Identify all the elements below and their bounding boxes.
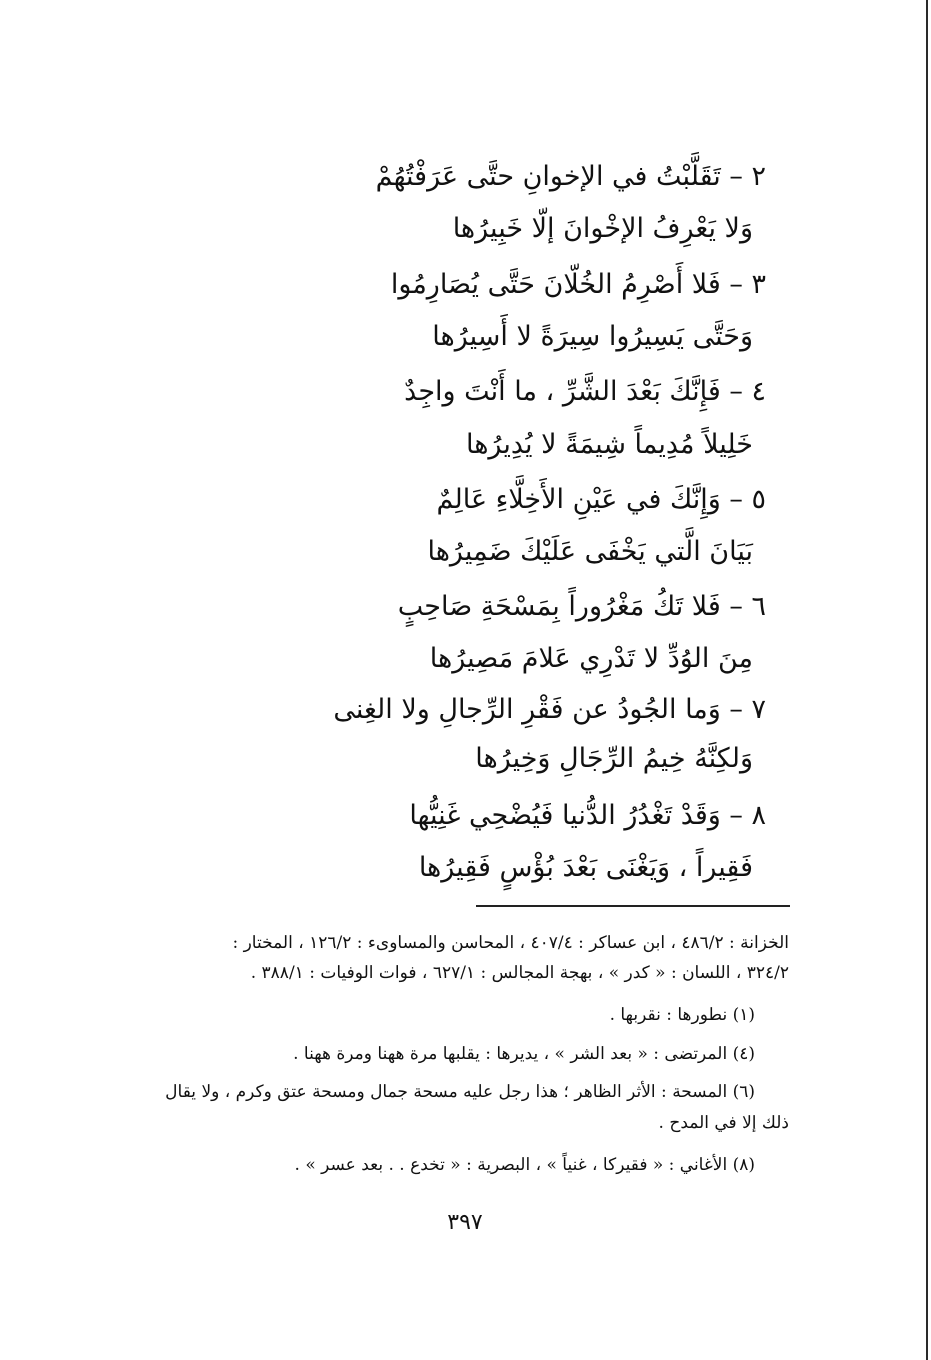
verse-4-first-hemistich: ٤ – فَإِنَّكَ بَعْدَ الشَّرِّ ، ما أَنْتَ واجِدٌ (404, 376, 766, 407)
verse-2-second-hemistich: وَلا يَعْرِفُ الإخْوانَ إلّا خَبِيرُها (452, 213, 753, 244)
sources-line-1: الخزانة : ٤٨٦/٢ ، ابن عساكر : ٤٠٧/٤ ، المحاسن والمساوىء : ١٢٦/٢ ، المختار : (232, 933, 789, 953)
footnote-6-line-1: (٦) المسحة : الأثر الظاهر ؛ هذا رجل عليه مسحة جمال ومسحة عتق وكرم ، ولا يقال (165, 1082, 755, 1102)
verse-5-second-hemistich: بَيَانَ الَّتي يَخْفَى عَلَيْكَ ضَمِيرُها (427, 536, 753, 567)
verse-4-second-hemistich: خَلِيلاً مُدِيماً شِيمَةً لا يُدِيرُها (465, 429, 753, 460)
verse-8-first-hemistich: ٨ – وَقَدْ تَغْدُرُ الدُّنيا فَيُضْحِي غَنِيُّها (409, 800, 766, 831)
verse-7-second-hemistich: وَلكِنَّهُ خِيمُ الرِّجَالِ وَخِيرُها (475, 743, 753, 774)
footnote-4: (٤) المرتضى : « بعد الشر » ، يديرها : يقلبها مرة ههنا ومرة ههنا . (293, 1044, 755, 1064)
verse-5-first-hemistich: ٥ – وَإِنَّكَ في عَيْنِ الأَخِلَّاءِ عَالِمٌ (436, 484, 766, 515)
verse-6-first-hemistich: ٦ – فَلا تَكُ مَغْرُوراً بِمَسْحَةِ صَاحِبٍ (397, 591, 766, 622)
verse-7-first-hemistich: ٧ – وَما الجُودُ عن فَقْرِ الرِّجالِ ولا الغِنى (333, 694, 766, 725)
verse-8-second-hemistich: فَقِيراً ، وَيَغْنَى بَعْدَ بُؤْسٍ فَقِيرُها (418, 852, 753, 883)
footnote-6-line-2: ذلك إلا في المدح . (658, 1113, 789, 1133)
verse-3-first-hemistich: ٣ – فَلا أَصْرِمُ الخُلّانَ حَتَّى يُصَارِمُوا (390, 269, 766, 300)
footnote-1: (١) نطورها : نقربها . (609, 1005, 755, 1025)
verse-6-second-hemistich: مِنَ الوُدِّ لا تَدْرِي عَلامَ مَصِيرُها (429, 643, 753, 674)
footnote-8: (٨) الأغاني : « فقيركا ، غنياً » ، البصرية : « تخدع . . بعد عسر » . (294, 1155, 755, 1175)
page-number: ٣٩٧ (447, 1210, 483, 1235)
verse-3-second-hemistich: وَحَتَّى يَسِيرُوا سِيرَةً لا أَسِيرُها (432, 321, 753, 352)
sources-line-2: ٣٢٤/٢ ، اللسان : « كدر » ، بهجة المجالس : ٦٢٧/١ ، فوات الوفيات : ٣٨٨/١ . (250, 963, 789, 983)
verse-2-first-hemistich: ٢ – تَقَلَّبْتُ في الإخوانِ حتَّى عَرَفْتُهُمْ (375, 161, 766, 192)
